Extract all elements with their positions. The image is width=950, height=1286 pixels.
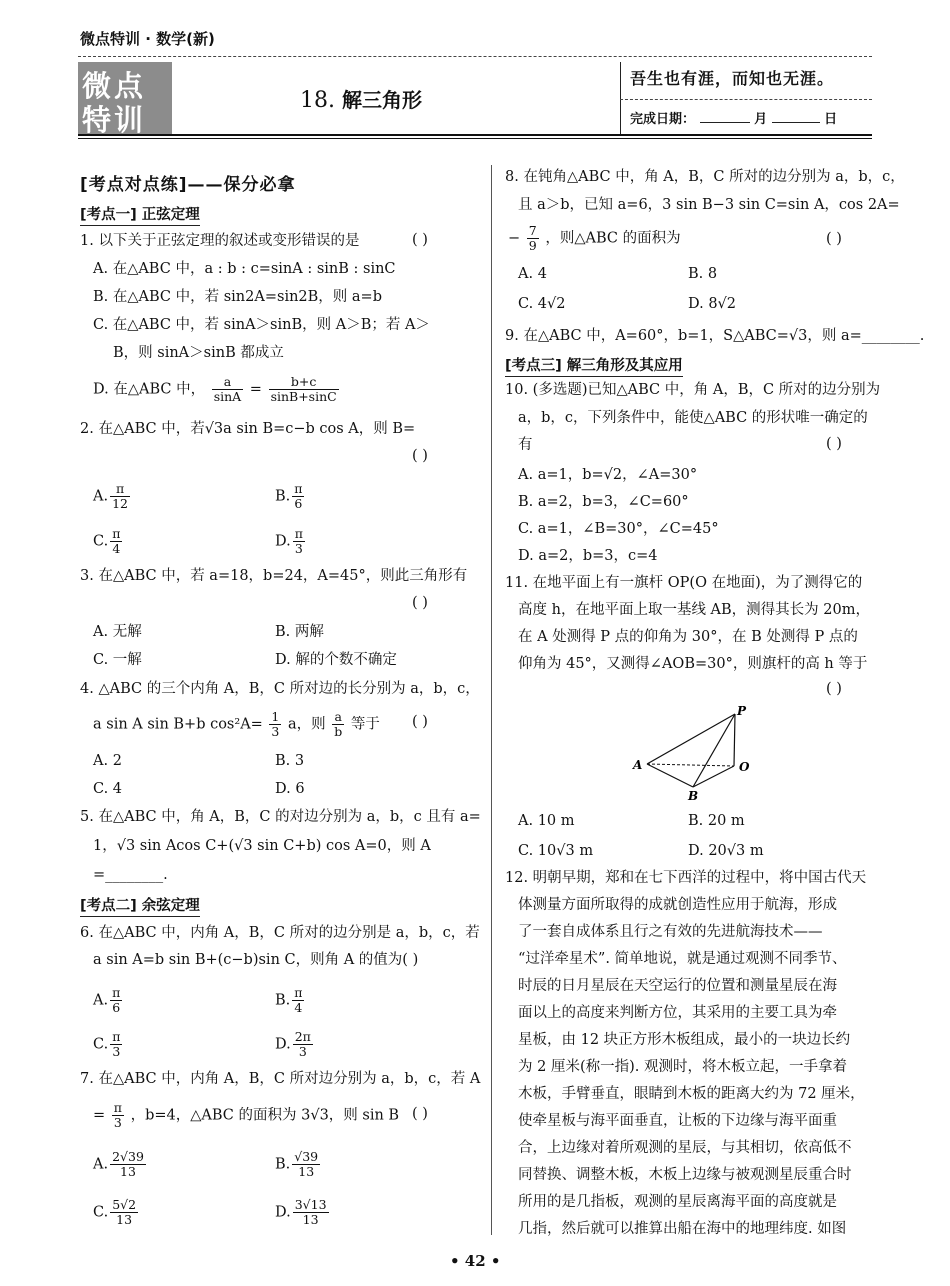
- label-a: A: [633, 758, 643, 772]
- num: a: [332, 710, 344, 725]
- den: 13: [302, 1212, 319, 1227]
- q7-stem-line2: [93, 1101, 399, 1130]
- num: π: [112, 526, 121, 541]
- q4-option-a[interactable]: A. 2: [93, 753, 122, 769]
- kp2-label: [考点二] 余弦定理: [80, 894, 200, 917]
- q12-line: 时辰的日月星辰在天空运行的位置和测量星辰在海: [518, 978, 837, 994]
- frac: [293, 527, 305, 556]
- q7-option-a[interactable]: [93, 1150, 148, 1179]
- q12-line: 合，上边缘对着所观测的星辰，与其相切，依高低不: [518, 1140, 852, 1156]
- q8-option-a[interactable]: A. 4: [518, 266, 547, 282]
- q11-answer-paren[interactable]: ( ): [826, 681, 842, 697]
- page-number: • 42 •: [450, 1252, 501, 1270]
- lesson-heading: [300, 84, 422, 113]
- den: 13: [116, 1212, 133, 1227]
- num: √39: [294, 1149, 319, 1164]
- q1-option-c-cont: B，则 sinA＞sinB 都成立: [113, 345, 284, 361]
- book-title: 微点特训 · 数学(新): [80, 30, 215, 48]
- q12-line: 为 2 厘米(称一指). 观测时，将木板立起，一手拿着: [518, 1059, 847, 1075]
- num: a: [212, 375, 244, 390]
- q12-line: 面以上的高度来判断方位，其采用的主要工具为牵: [518, 1005, 837, 1021]
- line-op: [734, 714, 735, 766]
- logo-bottom: 特训: [82, 103, 147, 137]
- label: A.: [93, 1156, 109, 1173]
- q2-option-c[interactable]: [93, 527, 124, 556]
- label-o: O: [739, 760, 750, 774]
- q8-option-c[interactable]: C. 4√2: [518, 296, 566, 312]
- q8-neg: −: [508, 230, 521, 247]
- frac: [110, 1030, 122, 1059]
- den: 3: [112, 1044, 121, 1059]
- q4-answer-paren[interactable]: ( ): [412, 714, 428, 730]
- num: π: [113, 1100, 122, 1115]
- q10-answer-paren[interactable]: ( ): [826, 436, 842, 452]
- q7-option-d[interactable]: [275, 1198, 331, 1227]
- num: b+c: [269, 375, 339, 390]
- q8-stem: 8. 在钝角△ABC 中，角 A，B，C 所对的边分别为 a，b，c，: [505, 169, 905, 185]
- q8-option-b[interactable]: B. 8: [688, 266, 718, 282]
- q10-stem-line3: 有: [518, 437, 533, 453]
- q2-option-b[interactable]: [275, 482, 306, 511]
- header-bottom-rule-2: [78, 138, 872, 139]
- q10-option-c[interactable]: C. a=1，∠B=30°，∠C=45°: [518, 521, 719, 537]
- column-divider: [491, 165, 492, 1235]
- q1-d-eq: =: [249, 381, 262, 398]
- den: 3: [298, 1044, 307, 1059]
- num: π: [294, 481, 303, 496]
- q3-option-b[interactable]: B. 两解: [275, 624, 324, 640]
- q11-option-d[interactable]: D. 20√3 m: [688, 843, 764, 859]
- den: 3: [113, 1115, 122, 1130]
- q10-stem-line2: a，b，c，下列条件中，能使△ABC 的形状唯一确定的: [518, 410, 868, 426]
- month-blank[interactable]: [700, 122, 750, 123]
- label: A.: [93, 488, 109, 505]
- line-ab: [647, 764, 693, 787]
- q10-option-b[interactable]: B. a=2，b=3，∠C=60°: [518, 494, 689, 510]
- q7-answer-paren[interactable]: ( ): [412, 1106, 428, 1122]
- q5-stem: 5. 在△ABC 中，角 A，B，C 的对边分别为 a，b，c 且有 a=: [80, 809, 481, 825]
- label: D.: [275, 1036, 291, 1053]
- lesson-title: 解三角形: [342, 88, 422, 112]
- den: 13: [298, 1164, 315, 1179]
- q11-option-a[interactable]: A. 10 m: [518, 813, 575, 829]
- den: 12: [112, 496, 128, 511]
- frac: [293, 1198, 329, 1227]
- day-blank[interactable]: [772, 122, 820, 123]
- num: 2π: [294, 1029, 311, 1044]
- den: 4: [294, 1000, 303, 1015]
- q4-eq-c: 等于: [350, 716, 380, 733]
- label: C.: [93, 1036, 109, 1053]
- q1-option-a[interactable]: A. 在△ABC 中，a : b : c=sinA : sinB : sinC: [93, 261, 396, 277]
- q3-answer-paren[interactable]: ( ): [412, 595, 428, 611]
- frac: [292, 482, 304, 511]
- q4-option-d[interactable]: D. 6: [275, 781, 305, 797]
- num: 3√13: [294, 1197, 327, 1212]
- label: B.: [275, 488, 291, 505]
- q1-d-frac1: [212, 375, 244, 404]
- q7-eq: =: [93, 1107, 106, 1124]
- kp1-label: [考点一] 正弦定理: [80, 203, 200, 226]
- kp3-label: [考点三] 解三角形及其应用: [505, 354, 683, 377]
- q3-option-a[interactable]: A. 无解: [93, 624, 142, 640]
- q2-option-a[interactable]: [93, 482, 132, 511]
- q5-stem-line2: 1，√3 sin Acos C+(√3 sin C+b) cos A=0，则 A: [93, 838, 431, 854]
- header-divider: [78, 56, 872, 57]
- num: 2√39: [112, 1149, 144, 1164]
- logo-top: 微点: [82, 69, 147, 103]
- q1-d-prefix: D. 在△ABC 中，: [93, 381, 206, 398]
- num: π: [112, 985, 121, 1000]
- frac: [110, 986, 122, 1015]
- q11-stem: 11. 在地平面上有一旗杆 OP(O 在地面)，为了测得它的: [505, 575, 863, 591]
- q8-option-d[interactable]: D. 8√2: [688, 296, 737, 312]
- motto: 吾生也有涯，而知也无涯。: [630, 69, 835, 88]
- q3-option-c[interactable]: C. 一解: [93, 652, 142, 668]
- q12-line: 了一套自成体系且行之有效的先进航海技术——: [518, 924, 823, 940]
- num: π: [112, 1029, 121, 1044]
- label: C.: [93, 533, 109, 550]
- den: 9: [528, 238, 537, 253]
- q11-option-c[interactable]: C. 10√3 m: [518, 843, 594, 859]
- q12-line: “过洋牵星术”. 简单地说，就是通过观测不同季节、: [518, 951, 847, 967]
- frac: [292, 1150, 320, 1179]
- q8-stem-line3: [508, 224, 681, 253]
- q12-line: 同替换、调整木板，木板上边缘与被观测星辰重合时: [518, 1167, 852, 1183]
- q3-stem: 3. 在△ABC 中，若 a=18，b=24，A=45°，则此三角形有: [80, 568, 468, 584]
- line-ap: [647, 714, 735, 764]
- frac: [110, 482, 130, 511]
- header-vline: [620, 62, 621, 134]
- q10-option-a[interactable]: A. a=1，b=√2，∠A=30°: [518, 467, 698, 483]
- q7-option-c[interactable]: [93, 1198, 140, 1227]
- q8-eq-b: ，则△ABC 的面积为: [545, 230, 681, 247]
- frac: [110, 1198, 138, 1227]
- q12-line: 星板，由 12 块正方形木板组成，最小的一块边长约: [518, 1032, 851, 1048]
- q5-answer-blank[interactable]: =________.: [93, 867, 168, 883]
- frac: [293, 1030, 313, 1059]
- date-row: [630, 111, 837, 129]
- q1-d-frac2: [269, 375, 339, 404]
- frac: [110, 527, 122, 556]
- q1-option-b[interactable]: B. 在△ABC 中，若 sin2A=sin2B，则 a=b: [93, 289, 382, 305]
- label: A.: [93, 992, 109, 1009]
- q6-stem: 6. 在△ABC 中，内角 A，B，C 所对的边分别是 a，b，c，若: [80, 925, 480, 941]
- q3-option-d[interactable]: D. 解的个数不确定: [275, 652, 397, 668]
- frac: [292, 986, 304, 1015]
- q9-stem: 9. 在△ABC 中，A=60°，b=1，S△ABC=√3，则 a=________.: [505, 328, 925, 344]
- q1-option-d[interactable]: [93, 375, 341, 404]
- q7-option-b[interactable]: [275, 1150, 322, 1179]
- q4-eq-a: a sin A sin B+b cos²A=: [93, 716, 263, 733]
- den: 6: [112, 1000, 121, 1015]
- num: 1: [271, 709, 280, 724]
- q12-line: 使牵星板与海平面垂直，让板的下边缘与海平面重: [518, 1113, 837, 1129]
- num: π: [294, 526, 303, 541]
- q11-stem-line3: 在 A 处测得 P 点的仰角为 30°，在 B 处测得 P 点的: [518, 629, 858, 645]
- q6-option-d[interactable]: [275, 1030, 315, 1059]
- q6-stem-line2: a sin A=b sin B+(c−b)sin C，则角 A 的值为( ): [93, 952, 419, 968]
- q7-frac: [112, 1101, 124, 1130]
- den: 3: [294, 541, 303, 556]
- q2-option-d[interactable]: [275, 527, 307, 556]
- date-label: 完成日期：: [630, 112, 696, 127]
- q11-stem-line4: 仰角为 45°，又测得∠AOB=30°，则旗杆的高 h 等于: [518, 656, 868, 672]
- q6-option-c[interactable]: [93, 1030, 124, 1059]
- q4-stem-line2: [93, 710, 380, 739]
- q11-option-b[interactable]: B. 20 m: [688, 813, 745, 829]
- month-label: 月: [754, 112, 768, 127]
- q12-line: 12. 明朝早期，郑和在七下西洋的过程中，将中国古代天: [505, 870, 867, 886]
- q8-stem-line2: 且 a＞b，已知 a=6，3 sin B−3 sin C=sin A，cos 2A=: [518, 197, 900, 213]
- label: D.: [275, 533, 291, 550]
- q12-line: 木板，手臂垂直，眼睛到木板的距离大约为 72 厘米，: [518, 1086, 865, 1102]
- line-ao: [647, 764, 734, 766]
- q12-line: 所用的是几指板，观测的星辰离海平面的高度就是: [518, 1194, 837, 1210]
- q7-eq-b: ，b=4，△ABC 的面积为 3√3，则 sin B: [130, 1107, 400, 1124]
- label: B.: [275, 1156, 291, 1173]
- q4-option-c[interactable]: C. 4: [93, 781, 123, 797]
- q6-option-b[interactable]: [275, 986, 306, 1015]
- q8-frac: [527, 224, 539, 253]
- frac: [110, 1150, 146, 1179]
- den: 4: [112, 541, 121, 556]
- num: π: [110, 482, 130, 497]
- label: B.: [275, 992, 291, 1009]
- num: 5√2: [112, 1197, 137, 1212]
- q10-stem: 10. (多选题)已知△ABC 中，角 A，B，C 所对的边分别为: [505, 382, 881, 398]
- den: 3: [271, 724, 280, 739]
- den: 13: [120, 1164, 136, 1179]
- label-p: P: [737, 704, 747, 718]
- section-title: [考点对点练]——保分必拿: [80, 175, 296, 195]
- q1-answer-paren[interactable]: ( ): [412, 232, 428, 248]
- q12-line: 体测量方面所取得的成就创造性应用于航海，形成: [518, 897, 837, 913]
- q8-answer-paren[interactable]: ( ): [826, 231, 842, 247]
- q11-stem-line2: 高度 h，在地平面上取一基线 AB，测得其长为 20m，: [518, 602, 870, 618]
- q10-option-d[interactable]: D. a=2，b=3，c=4: [518, 548, 658, 564]
- num: π: [294, 985, 303, 1000]
- label: C.: [93, 1204, 109, 1221]
- motto-divider: [620, 99, 872, 100]
- q4-frac-third: [269, 710, 281, 739]
- num: 7: [528, 223, 537, 238]
- q4-option-b[interactable]: B. 3: [275, 753, 305, 769]
- label-b: B: [688, 789, 699, 803]
- q1-stem: 1. 以下关于正弦定理的叙述或变形错误的是: [80, 233, 360, 249]
- den: sinB+sinC: [270, 389, 337, 404]
- logo-block: [78, 62, 172, 137]
- lesson-number: 18.: [300, 88, 335, 113]
- q7-stem: 7. 在△ABC 中，内角 A，B，C 所对边分别为 a，b，c，若 A: [80, 1071, 481, 1087]
- day-label: 日: [824, 112, 838, 127]
- den: 6: [294, 496, 303, 511]
- q12-line: 几指，然后就可以推算出船在海中的地理纬度. 如图: [518, 1221, 847, 1237]
- q6-option-a[interactable]: [93, 986, 124, 1015]
- q11-flagpole-figure: [625, 703, 765, 803]
- den: sinA: [213, 389, 242, 404]
- q1-option-c[interactable]: C. 在△ABC 中，若 sinA＞sinB，则 A＞B；若 A＞: [93, 317, 430, 333]
- q4-stem: 4. △ABC 的三个内角 A，B，C 所对边的长分别为 a，b，c，: [80, 681, 480, 697]
- q4-eq-b: a，则: [287, 716, 326, 733]
- den: b: [334, 724, 343, 739]
- q4-frac-ab: [332, 710, 344, 739]
- label: D.: [275, 1204, 291, 1221]
- q2-stem: 2. 在△ABC 中，若√3a sin B=c−b cos A，则 B=: [80, 421, 416, 437]
- header-bottom-rule: [78, 134, 872, 136]
- q2-answer-paren[interactable]: ( ): [412, 448, 428, 464]
